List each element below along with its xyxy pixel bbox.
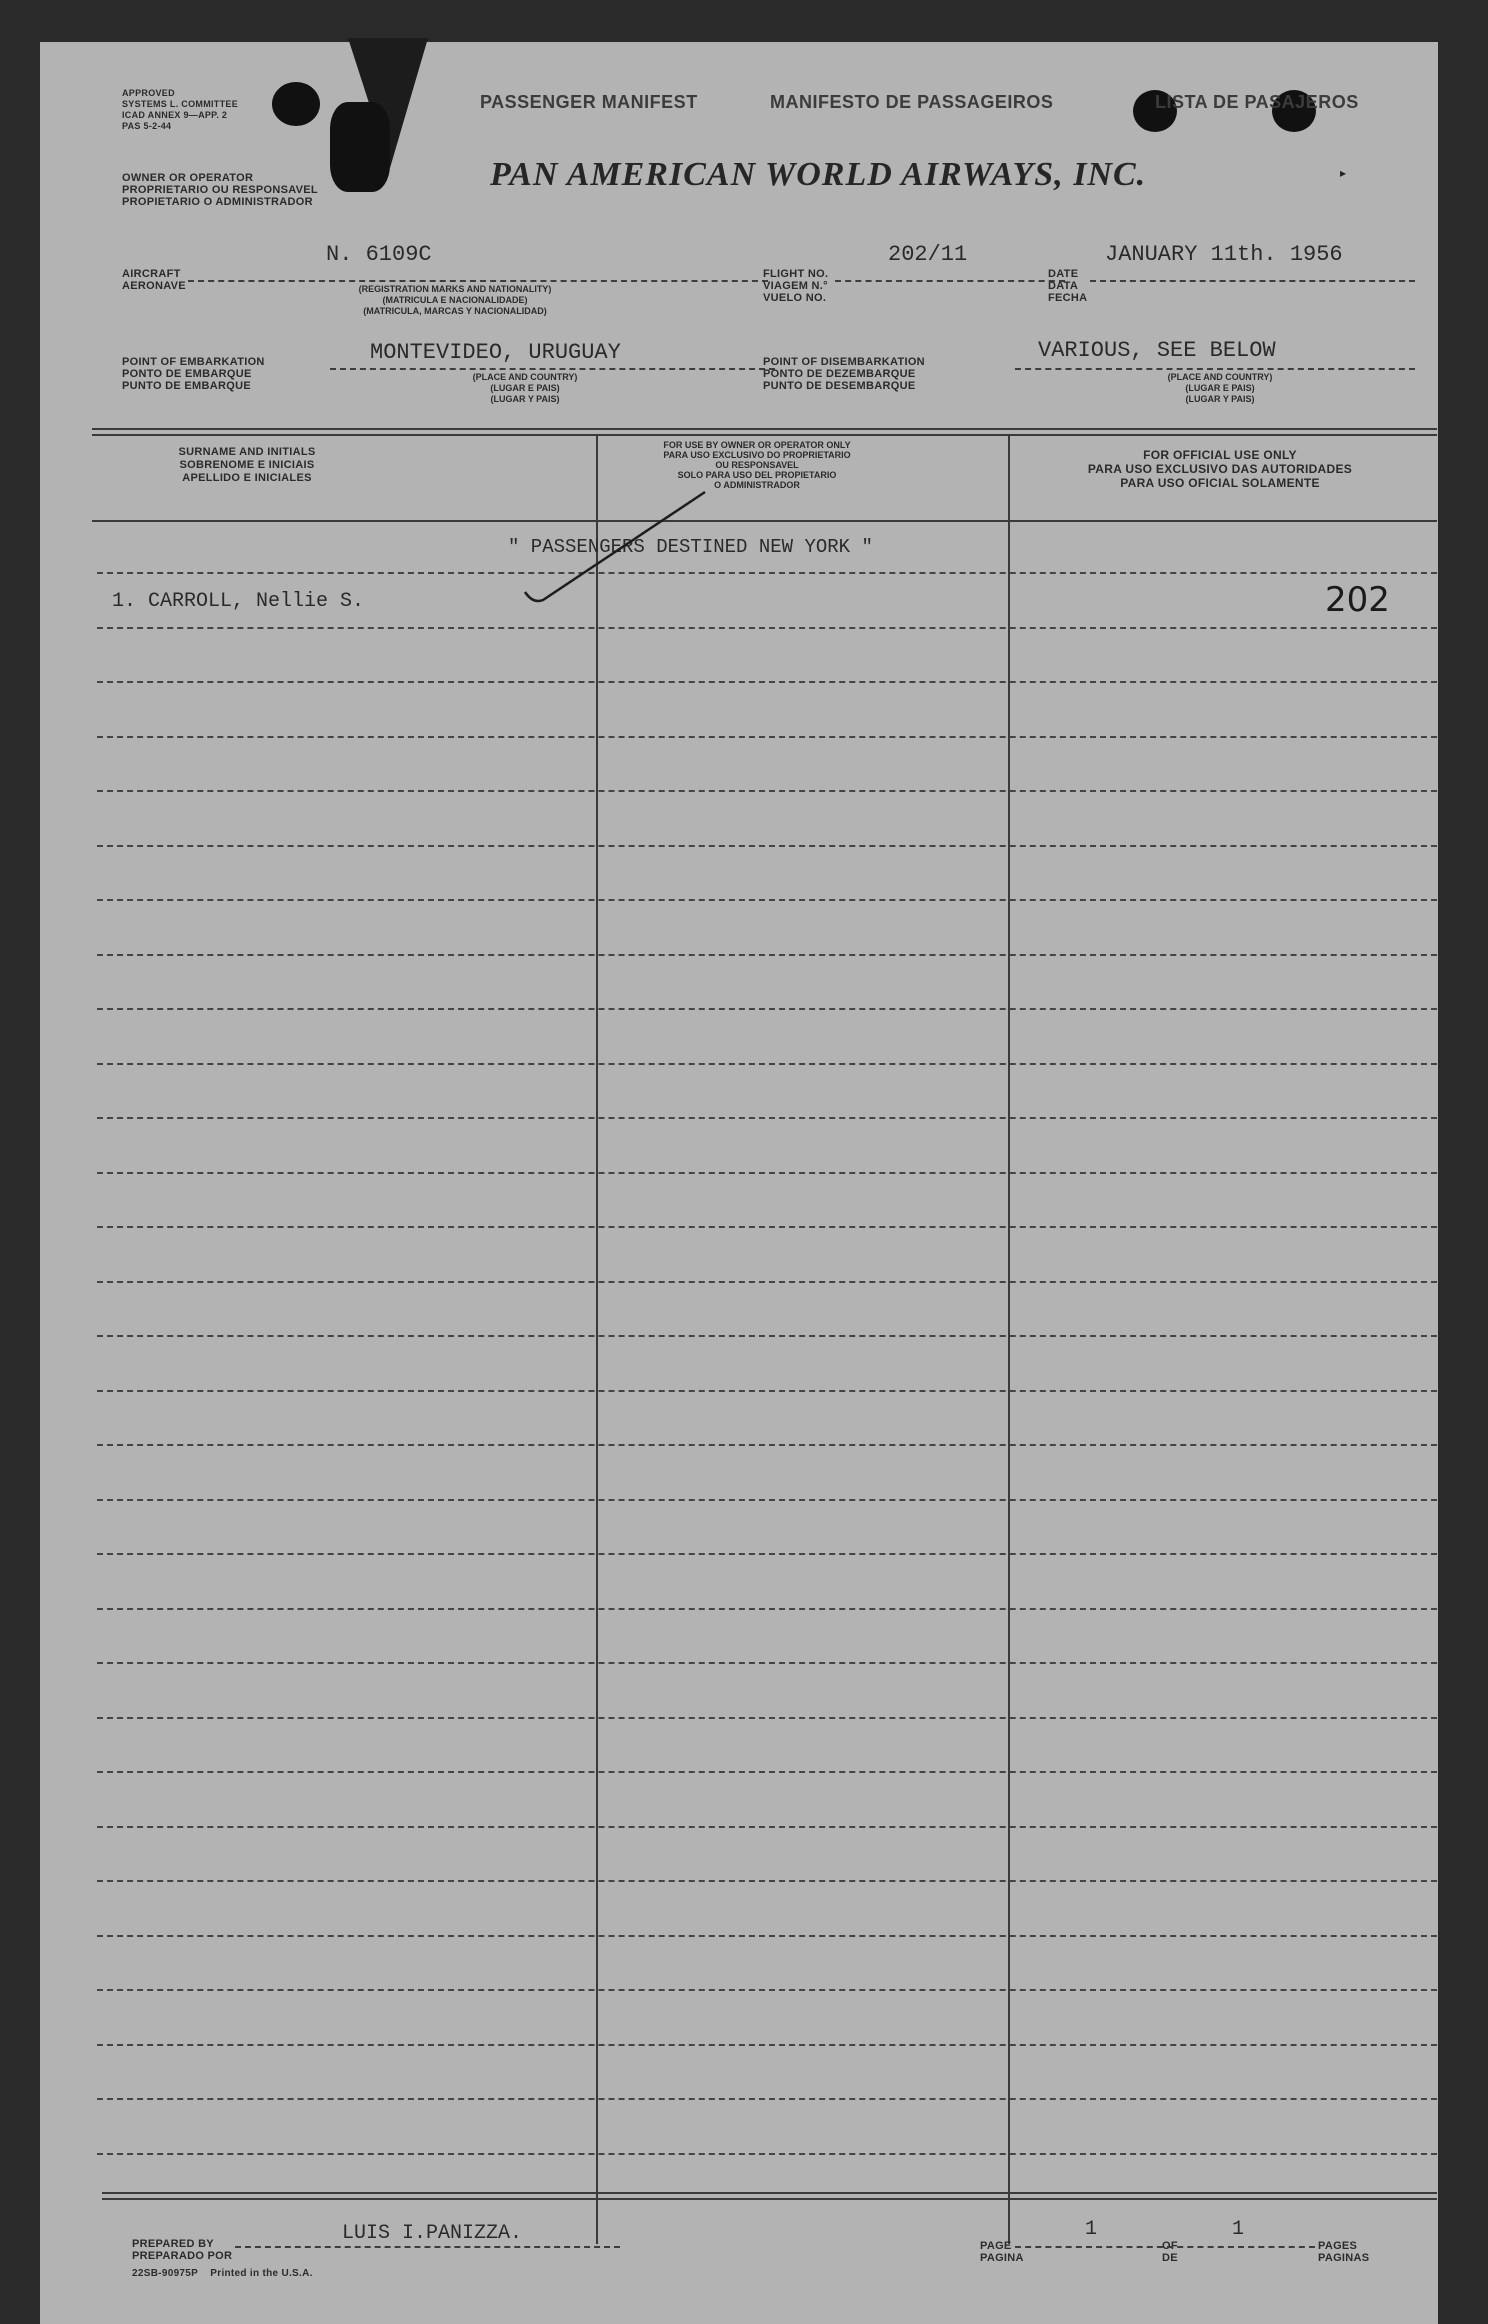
aircraft-underline xyxy=(188,280,768,282)
title-spanish: LISTA DE PASAJEROS xyxy=(1155,92,1359,112)
flight-label xyxy=(763,268,828,304)
owner-value: PAN AMERICAN WORLD AIRWAYS, INC. xyxy=(490,156,1147,193)
col-official-en: FOR OFFICIAL USE ONLY xyxy=(1143,448,1297,462)
flight-value: 202/11 xyxy=(888,242,968,267)
row-rule xyxy=(97,1117,1437,1119)
row-rule xyxy=(97,1063,1437,1065)
place-sub-es: (LUGAR Y PAIS) xyxy=(490,394,560,404)
manifest-sheet xyxy=(40,42,1438,2324)
disembarkation-sublabel xyxy=(1125,372,1315,405)
col-surname-header xyxy=(92,446,402,485)
col-surname-es: APELLIDO E INICIALES xyxy=(182,472,312,484)
date-label-en: DATE xyxy=(1048,268,1079,280)
row-rule xyxy=(97,845,1437,847)
row-rule xyxy=(97,1499,1437,1501)
pages-label xyxy=(1318,2240,1369,2264)
table-top-rule-2 xyxy=(92,434,1437,436)
col-owner-line: FOR USE BY OWNER OR OPERATOR ONLY xyxy=(663,440,851,450)
table-top-rule xyxy=(92,428,1437,430)
printed-in: Printed in the U.S.A. xyxy=(210,2268,313,2279)
col-owner-line: O ADMINISTRADOR xyxy=(714,480,800,490)
page-label xyxy=(980,2240,1024,2264)
form-code-line: ICAD ANNEX 9—APP. 2 xyxy=(122,110,228,120)
row-rule xyxy=(97,681,1437,683)
row-rule xyxy=(97,1608,1437,1610)
disembarkation-label-en: POINT OF DISEMBARKATION xyxy=(763,356,925,368)
prepared-value: LUIS I.PANIZZA. xyxy=(342,2222,523,2245)
embarkation-label xyxy=(122,356,265,392)
of-label xyxy=(1162,2240,1178,2264)
form-code-line: SYSTEMS L. COMMITTEE xyxy=(122,99,239,109)
row-rule xyxy=(97,2153,1437,2155)
page-value: 1 xyxy=(1085,2218,1098,2241)
aircraft-label-en: AIRCRAFT xyxy=(122,268,181,280)
form-code-line: APPROVED xyxy=(122,88,175,98)
row-rule xyxy=(97,1226,1437,1228)
form-code-line: PAS 5-2-44 xyxy=(122,121,172,131)
place-sub-en: (PLACE AND COUNTRY) xyxy=(472,372,578,382)
official-number: 202 xyxy=(1325,580,1390,620)
tear-mark xyxy=(330,102,390,192)
owner-label-es: PROPIETARIO O ADMINISTRADOR xyxy=(122,196,313,208)
disembarkation-label-pt: PONTO DE DEZEMBARQUE xyxy=(763,368,916,380)
of-label-pt: DE xyxy=(1162,2252,1178,2264)
row-rule xyxy=(97,1989,1437,1991)
row-rule xyxy=(97,1717,1437,1719)
embarkation-value: MONTEVIDEO, URUGUAY xyxy=(370,340,621,365)
place-sub-pt: (LUGAR E PAIS) xyxy=(490,383,560,393)
embarkation-label-en: POINT OF EMBARKATION xyxy=(122,356,265,368)
place-sub-en: (PLACE AND COUNTRY) xyxy=(1167,372,1273,382)
form-code-block xyxy=(122,88,238,132)
destination-note: " PASSENGERS DESTINED NEW YORK " xyxy=(508,536,873,558)
disembarkation-underline xyxy=(1015,368,1415,370)
flight-underline xyxy=(835,280,1065,282)
date-label-pt: DATA xyxy=(1048,280,1079,292)
disembarkation-label xyxy=(763,356,925,392)
form-number-line xyxy=(132,2268,313,2280)
row-rule xyxy=(97,790,1437,792)
owner-label-en: OWNER OR OPERATOR xyxy=(122,172,254,184)
row-rule xyxy=(97,2098,1437,2100)
flight-label-en: FLIGHT NO. xyxy=(763,268,829,280)
row-rule xyxy=(97,627,1437,629)
title-portuguese: MANIFESTO DE PASSAGEIROS xyxy=(770,92,1054,112)
col-owner-line: OU RESPONSAVEL xyxy=(715,460,799,470)
owner-label-pt: PROPRIETARIO OU RESPONSAVEL xyxy=(122,184,318,196)
embarkation-underline xyxy=(330,368,775,370)
row-rule xyxy=(97,1008,1437,1010)
date-underline xyxy=(1090,280,1415,282)
footer-rule xyxy=(102,2192,1437,2194)
row-rule xyxy=(97,2044,1437,2046)
form-number: 22SB-90975P xyxy=(132,2268,198,2279)
of-label-en: OF xyxy=(1162,2240,1178,2252)
col-owner-line: SOLO PARA USO DEL PROPIETARIO xyxy=(677,470,837,480)
row-rule xyxy=(97,899,1437,901)
owner-label xyxy=(122,172,318,208)
prepared-underline xyxy=(235,2246,620,2248)
aircraft-label xyxy=(122,268,186,292)
row-rule xyxy=(97,736,1437,738)
title-english: PASSENGER MANIFEST xyxy=(480,92,698,112)
place-sub-pt: (LUGAR E PAIS) xyxy=(1185,383,1255,393)
row-rule xyxy=(97,572,1437,574)
row-rule xyxy=(97,1935,1437,1937)
row-rule xyxy=(97,954,1437,956)
footer-rule-2 xyxy=(102,2198,1437,2200)
date-label-es: FECHA xyxy=(1048,292,1088,304)
header-bottom-rule xyxy=(92,520,1437,522)
date-label xyxy=(1048,268,1087,304)
row-rule xyxy=(97,1826,1437,1828)
col-official-header xyxy=(1005,448,1435,490)
embarkation-label-es: PUNTO DE EMBARQUE xyxy=(122,380,251,392)
aircraft-sub-pt: (MATRICULA E NACIONALIDADE) xyxy=(382,295,528,305)
prepared-label-en: PREPARED BY xyxy=(132,2238,214,2250)
tear-mark xyxy=(272,82,320,126)
aircraft-sub-en: (REGISTRATION MARKS AND NATIONALITY) xyxy=(358,284,552,294)
aircraft-sublabel xyxy=(275,284,635,317)
disembarkation-value: VARIOUS, SEE BELOW xyxy=(1038,338,1276,363)
aircraft-sub-es: (MATRICULA, MARCAS Y NACIONALIDAD) xyxy=(363,306,547,316)
row-rule xyxy=(97,1390,1437,1392)
row-rule xyxy=(97,1335,1437,1337)
col-official-es: PARA USO OFICIAL SOLAMENTE xyxy=(1120,476,1320,490)
row-rule xyxy=(97,1444,1437,1446)
passenger-entry: 1. CARROLL, Nellie S. xyxy=(112,590,365,613)
page-label-pt: PAGINA xyxy=(980,2252,1024,2264)
of-value: 1 xyxy=(1232,2218,1245,2241)
marker-dot: ▸ xyxy=(1340,166,1347,180)
col-surname-pt: SOBRENOME E INICIAIS xyxy=(179,459,315,471)
col-official-pt: PARA USO EXCLUSIVO DAS AUTORIDADES xyxy=(1087,462,1353,476)
date-value: JANUARY 11th. 1956 xyxy=(1105,242,1343,267)
aircraft-label-pt: AERONAVE xyxy=(122,280,186,292)
row-rule xyxy=(97,1662,1437,1664)
row-rule xyxy=(97,1771,1437,1773)
check-mark xyxy=(515,482,715,622)
column-divider-1 xyxy=(596,434,598,2244)
place-sub-es: (LUGAR Y PAIS) xyxy=(1185,394,1255,404)
disembarkation-label-es: PUNTO DE DESEMBARQUE xyxy=(763,380,916,392)
aircraft-value: N. 6109C xyxy=(326,242,432,267)
row-rule xyxy=(97,1172,1437,1174)
pages-label-pt: PAGINAS xyxy=(1318,2252,1370,2264)
flight-label-pt: VIAGEM N.° xyxy=(763,280,828,292)
prepared-label-pt: PREPARADO POR xyxy=(132,2250,233,2262)
pages-label-en: PAGES xyxy=(1318,2240,1358,2252)
embarkation-label-pt: PONTO DE EMBARQUE xyxy=(122,368,252,380)
row-rule xyxy=(97,1281,1437,1283)
flight-label-es: VUELO NO. xyxy=(763,292,827,304)
embarkation-sublabel xyxy=(430,372,620,405)
col-owner-line: PARA USO EXCLUSIVO DO PROPRIETARIO xyxy=(663,450,851,460)
row-rule xyxy=(97,1880,1437,1882)
page-underline xyxy=(1015,2246,1315,2248)
page-label-en: PAGE xyxy=(980,2240,1012,2252)
col-surname-en: SURNAME AND INITIALS xyxy=(178,446,316,458)
row-rule xyxy=(97,1553,1437,1555)
prepared-label xyxy=(132,2238,232,2262)
column-divider-2 xyxy=(1008,434,1010,2244)
